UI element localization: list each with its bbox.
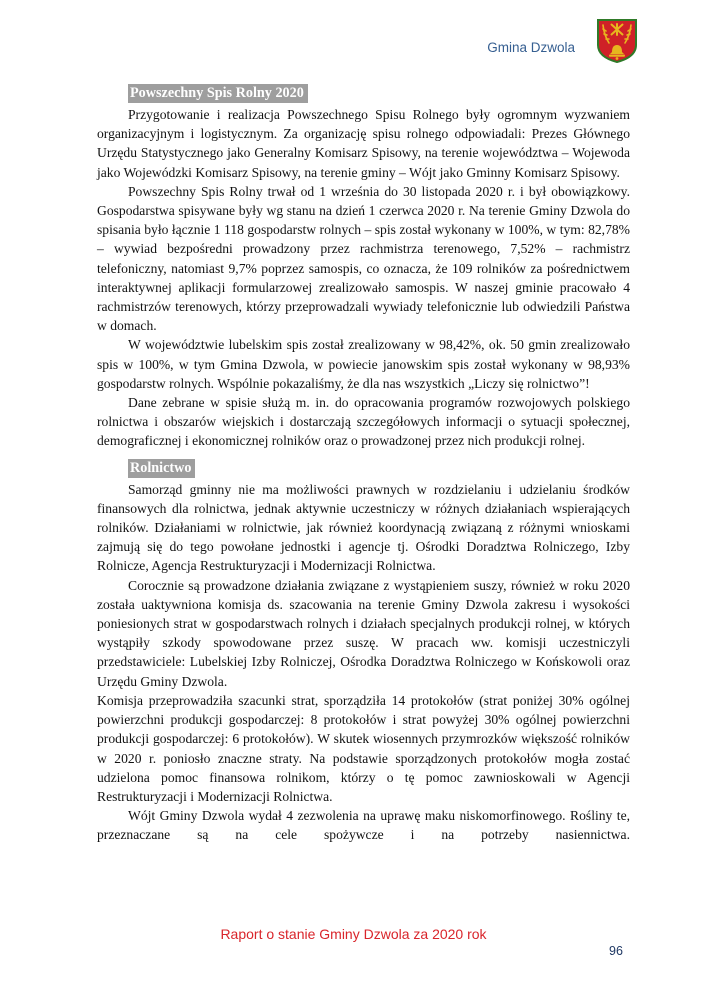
page-number: 96 [609,944,623,958]
paragraph: Dane zebrane w spisie służą m. in. do opracowania programów rozwojowych polskiego rolnictwa i obszarów wiejskich i dostarczają szczegółowych informacji o sytuacji społecznej, demograficznej i ekonomicznej rolników oraz o prowadzonej przez nich produkcji rolnej. [97,395,630,449]
section-heading-powszechny-spis-rolny: Powszechny Spis Rolny 2020 [128,84,308,103]
paragraph: W województwie lubelskim spis został zrealizowany w 98,42%, ok. 50 gmin zrealizowało spis w 100%, w tym Gmina Dzwola, w powiecie janowskim spis został wykonany w 98,93% gospodarstw rolnych. Wspólnie pokazaliśmy, że dla nas wszystkich „Liczy się rolnictwo”! [97,337,630,391]
paragraph: Wójt Gminy Dzwola wydał 4 zezwolenia na uprawę maku niskomorfinowego. Rośliny te, przeznaczane są na cele spożywcze i na potrzeby nasiennictwa. [97,808,630,843]
footer-report-title: Raport o stanie Gminy Dzwola za 2020 rok [220,926,487,942]
paragraph: Przygotowanie i realizacja Powszechnego Spisu Rolnego były ogromnym wyzwaniem organizacyjnym i logistycznym. Za organizację spisu rolnego odpowiadali: Prezes Głównego Urzędu Statystycznego jako Generalny Komisarz Spisowy, na terenie województwa – Wojewoda jako Wojewódzki Komisarz Spisowy, na terenie gminy – Wójt jako Gminny Komisarz Spisowy. [97,107,630,180]
paragraph: Corocznie są prowadzone działania związane z wystąpieniem suszy, również w roku 2020 została uaktywniona komisja ds. szacowania na terenie Gminy Dzwola zakresu i wysokości poniesionych strat w gospodarstwach rolnych i działach specjalnych produkcji rolnej, w których wystąpiły szkody spowodowane przez suszę. W pracach ww. komisji uczestniczyli przedstawiciele: Lubelskiej Izby Rolniczej, Ośrodka Doradztwa Rolniczego w Końskowoli oraz Urzędu Gminy Dzwola. [97,577,630,689]
coat-of-arms-icon [595,18,639,64]
page-header [487,18,639,64]
paragraph: Powszechny Spis Rolny trwał od 1 września do 30 listopada 2020 r. i był obowiązkowy. Gospodarstwa spisywane były wg stanu na dzień 1 czerwca 2020 r. Na terenie Gminy Dzwola do spisania było łącznie 1 118 gospodarstw rolnych – spis został wykonany w 100%, w tym: 82,78% – wywiad bezpośredni prowadzony przez rachmistrza terenowego, 7,52% – rachmistrz telefoniczny, natomiast 9,7% poprzez samospis, co oznacza, że 109 rolników za pośrednictwem interaktywnej aplikacji formularzowej zrealizowało samospis. W naszej gminie pracowało 4 rachmistrzów terenowych, którzy przeprowadzali wywiady telefonicznie lub odwiedzili Państwa w domach. [97,183,630,334]
paragraph: Samorząd gminny nie ma możliwości prawnych w rozdzielaniu i udzielaniu środków finansowych dla rolnictwa, jednak aktywnie uczestniczy w różnych działaniach wspierających rolników. Działaniami w rolnictwie, jak również koordynacją związaną z różnymi wnioskami zajmują się do tego powołane jednostki i agencje tj. Ośrodki Doradztwa Rolniczego, Izby Rolnicze, Agencja Restrukturyzacji i Modernizacji Rolnictwa. [97,481,630,574]
paragraph: Komisja przeprowadziła szacunki strat, sporządziła 14 protokołów (strat poniżej 30% ogólnej powierzchni produkcji gospodarczej: 8 protokołów i strat powyżej 30% ogólnej powierzchni produkcji gospodarczej: 6 protokołów). W skutek wiosennych przymrozków większość rolników w 2020 r. poniosło znaczne straty. Na podstawie sporządzonych protokołów mogła zostać udzielona pomoc finansowa rolnikom, którzy o tę pomoc zawnioskowali w Agencji Restrukturyzacji i Modernizacji Rolnictwa. [97,692,630,804]
municipality-name: Gmina Dzwola [487,39,575,55]
section-heading-rolnictwo: Rolnictwo [128,459,195,478]
document-content [97,84,630,845]
